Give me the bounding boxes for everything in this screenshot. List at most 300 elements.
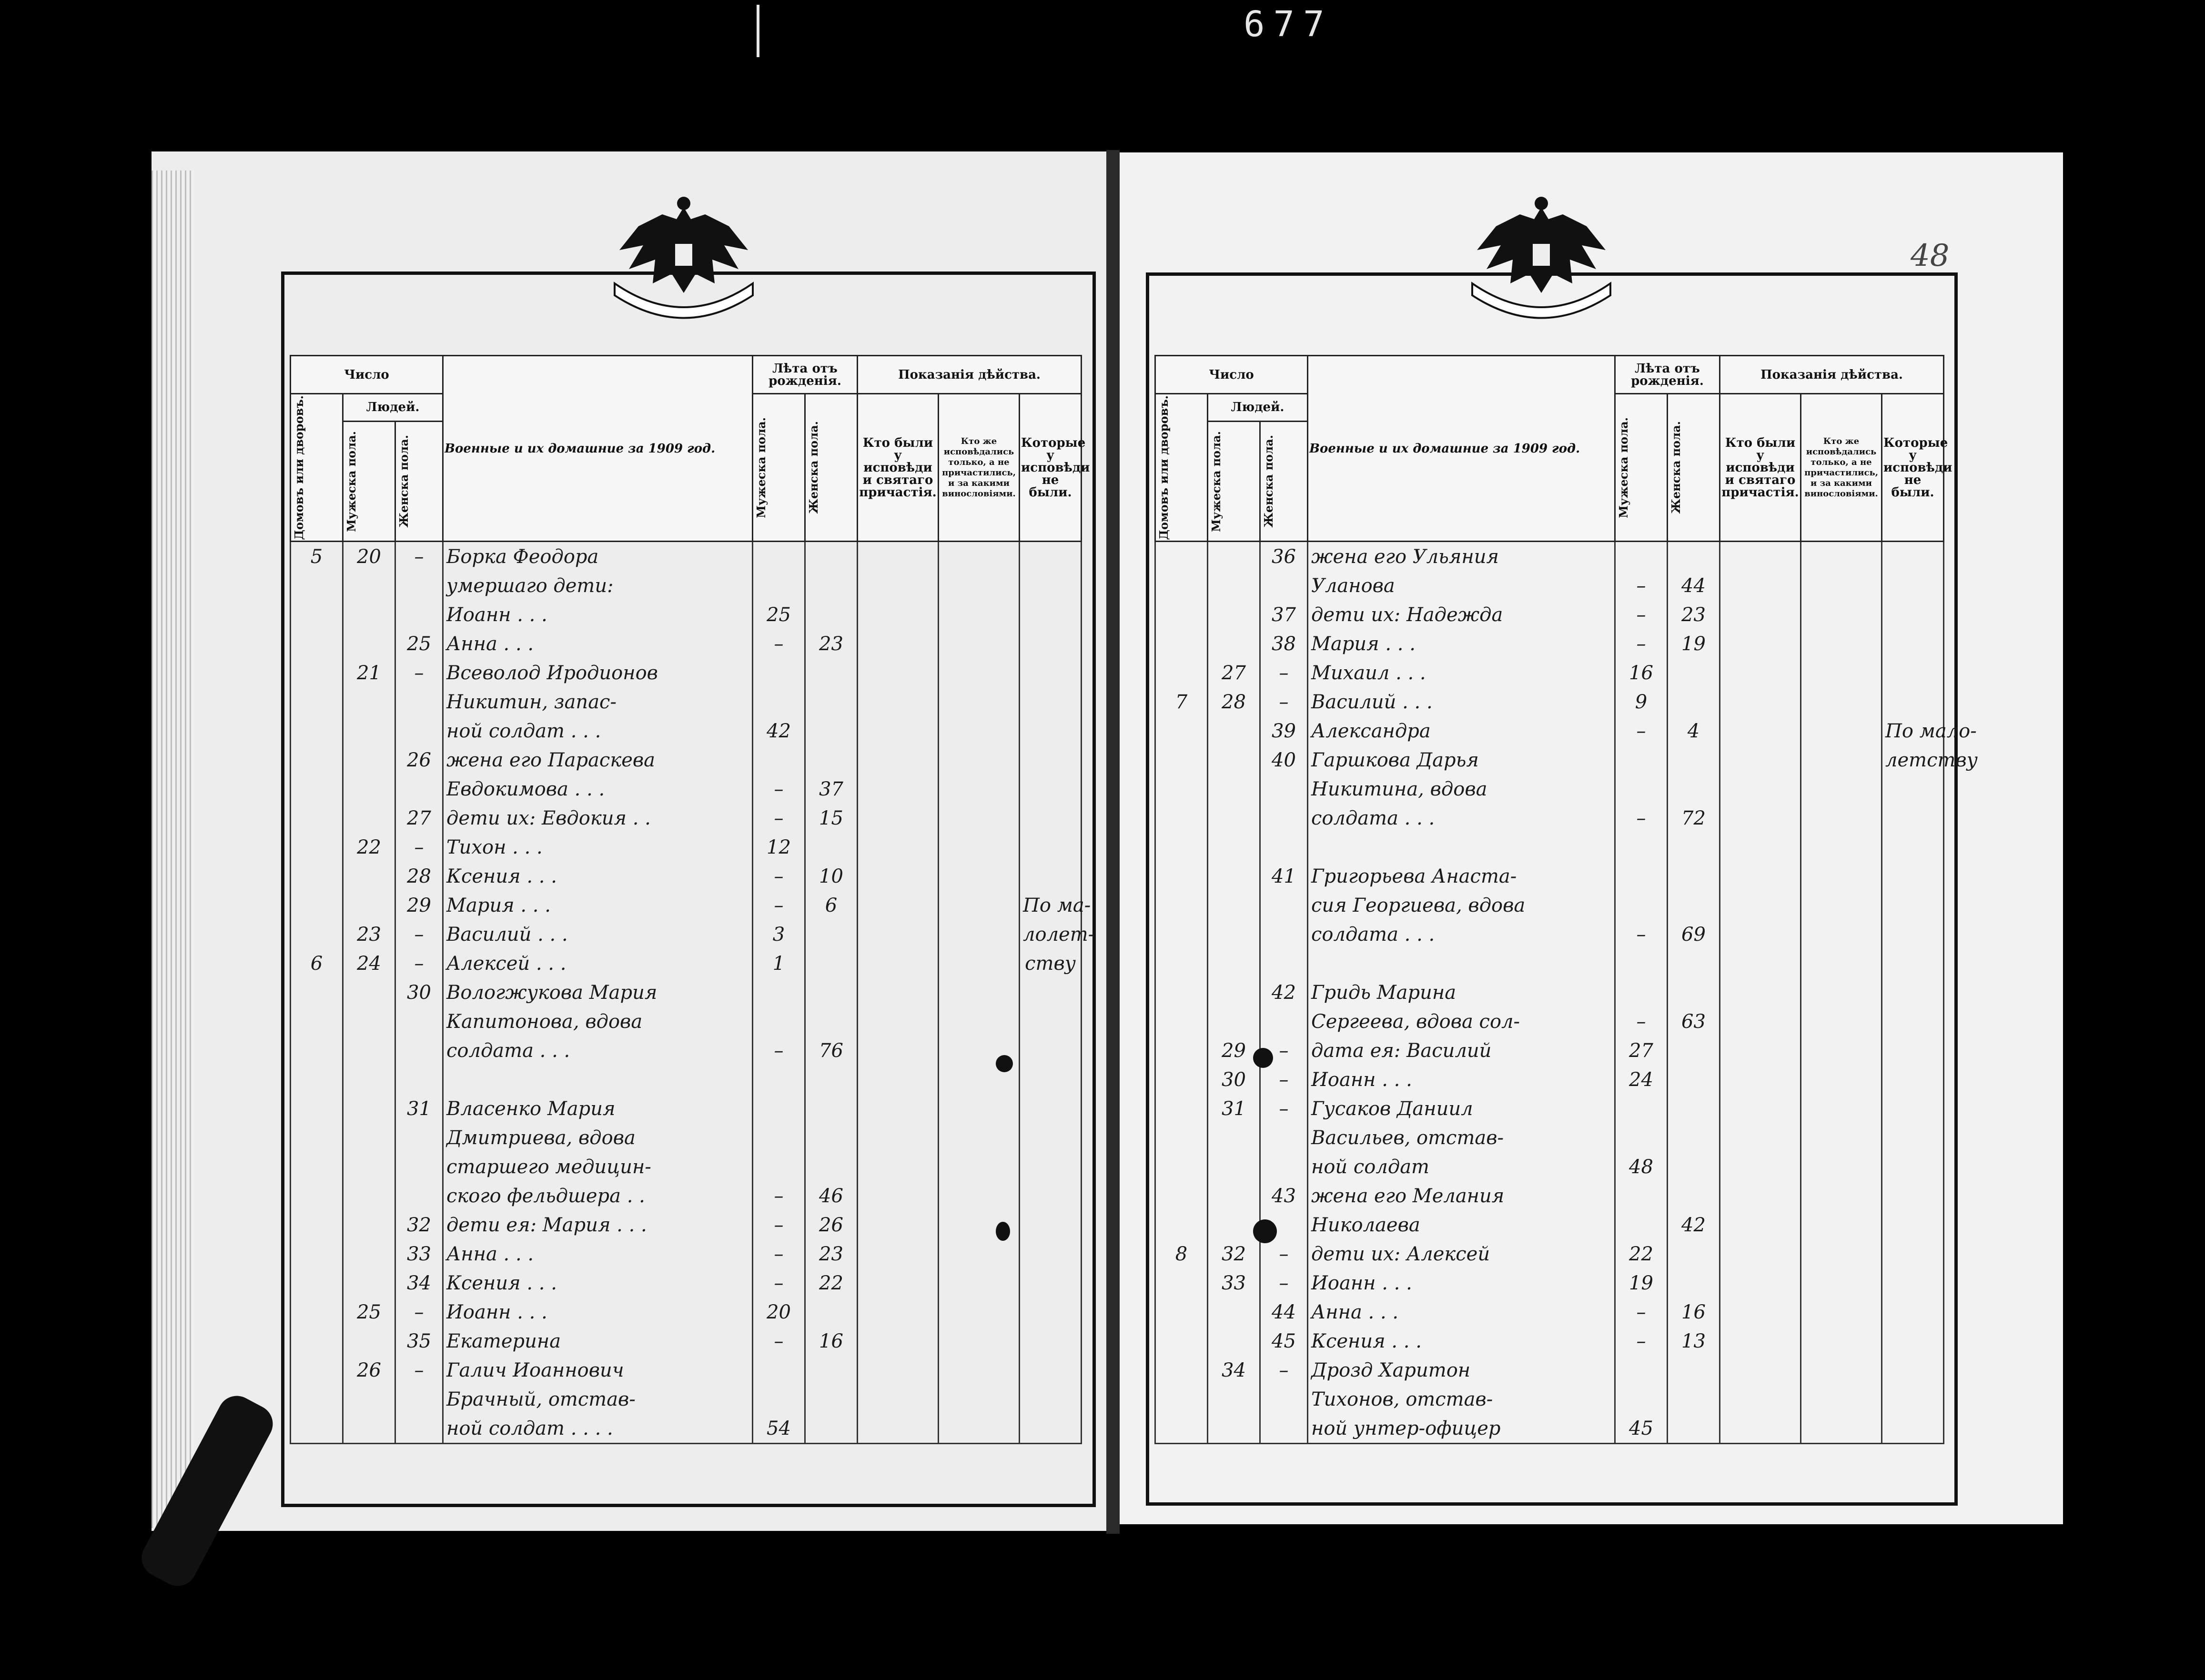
cell-dvor xyxy=(291,658,343,687)
person-entry: Тихонов, отстав- xyxy=(1308,1385,1615,1414)
cell-byli xyxy=(858,600,939,629)
cell-f xyxy=(395,716,443,745)
cell-byli xyxy=(858,949,939,978)
header-ne-byli: Которые у исповѣди не были. xyxy=(1882,394,1944,542)
cell-fa xyxy=(1668,1152,1720,1181)
cell-otl xyxy=(939,862,1020,891)
cell-m: 24 xyxy=(343,949,395,978)
cell-m xyxy=(1208,775,1260,804)
cell-ma xyxy=(753,1152,805,1181)
cell-byli xyxy=(1720,687,1801,716)
cell-m xyxy=(1208,1385,1260,1414)
cell-ma: – xyxy=(1615,920,1668,949)
cell-otl xyxy=(939,1152,1020,1181)
cell-dvor xyxy=(1155,1094,1208,1123)
cell-fa xyxy=(1668,862,1720,891)
register-row xyxy=(1155,1268,1944,1298)
cell-note xyxy=(1882,687,1944,716)
cell-ma: – xyxy=(1615,1298,1668,1327)
register-row xyxy=(291,1181,1082,1210)
cell-m xyxy=(1208,833,1260,862)
register-row xyxy=(1155,920,1944,949)
register-row xyxy=(1155,658,1944,687)
cell-byli xyxy=(858,687,939,716)
cell-dvor xyxy=(1155,949,1208,978)
cell-f xyxy=(1260,920,1308,949)
register-row xyxy=(291,1123,1082,1152)
register-row xyxy=(291,1210,1082,1239)
person-entry: Борка Феодора xyxy=(443,542,753,572)
person-entry: Николаева xyxy=(1308,1210,1615,1239)
cell-note xyxy=(1882,1414,1944,1444)
cell-ma: 16 xyxy=(1615,658,1668,687)
header-female: Женска пола. xyxy=(397,435,411,528)
cell-fa: 44 xyxy=(1668,571,1720,600)
cell-note xyxy=(1020,1152,1082,1181)
cell-f xyxy=(1260,833,1308,862)
cell-otl xyxy=(939,949,1020,978)
cell-ma xyxy=(1615,1210,1668,1239)
cell-m xyxy=(1208,891,1260,920)
cell-fa xyxy=(1668,775,1720,804)
person-entry: Власенко Мария xyxy=(443,1094,753,1123)
cell-m xyxy=(343,775,395,804)
cell-m xyxy=(1208,1007,1260,1036)
cell-dvor xyxy=(1155,716,1208,745)
cell-m xyxy=(343,1036,395,1065)
cell-m: 31 xyxy=(1208,1094,1260,1123)
cell-dvor xyxy=(1155,1327,1208,1356)
register-row xyxy=(1155,1414,1944,1444)
cell-dvor xyxy=(1155,804,1208,833)
cell-byli xyxy=(1720,1356,1801,1385)
cell-otl xyxy=(939,1385,1020,1414)
cell-note xyxy=(1020,1298,1082,1327)
cell-note xyxy=(1020,1327,1082,1356)
cell-note: ству xyxy=(1020,949,1082,978)
cell-ma: 48 xyxy=(1615,1152,1668,1181)
cell-ma: – xyxy=(753,862,805,891)
cell-fa: 23 xyxy=(805,629,858,658)
cell-otl xyxy=(1801,658,1882,687)
cell-dvor xyxy=(1155,571,1208,600)
cell-byli xyxy=(858,1298,939,1327)
cell-otl xyxy=(939,629,1020,658)
cell-byli xyxy=(1720,804,1801,833)
cell-m: 28 xyxy=(1208,687,1260,716)
person-entry: Ксения . . . xyxy=(443,862,753,891)
cell-m xyxy=(343,1007,395,1036)
cell-fa: 15 xyxy=(805,804,858,833)
cell-byli xyxy=(1720,571,1801,600)
cell-otl xyxy=(1801,862,1882,891)
cell-ma xyxy=(1615,949,1668,978)
cell-note xyxy=(1020,1036,1082,1065)
cell-dvor xyxy=(291,629,343,658)
register-row xyxy=(291,1239,1082,1268)
cell-otl xyxy=(939,1123,1020,1152)
cell-otl xyxy=(1801,745,1882,775)
cell-otl xyxy=(939,891,1020,920)
cell-otl xyxy=(939,1327,1020,1356)
register-row xyxy=(1155,891,1944,920)
cell-dvor xyxy=(291,600,343,629)
cell-dvor xyxy=(291,1268,343,1298)
cell-note xyxy=(1020,571,1082,600)
cell-f: 44 xyxy=(1260,1298,1308,1327)
cell-otl xyxy=(939,1094,1020,1123)
cell-f: 32 xyxy=(395,1210,443,1239)
cell-fa: 46 xyxy=(805,1181,858,1210)
cell-dvor xyxy=(291,978,343,1007)
register-row xyxy=(291,949,1082,978)
cell-m xyxy=(343,978,395,1007)
cell-note xyxy=(1020,629,1082,658)
cell-dvor xyxy=(1155,862,1208,891)
cell-byli xyxy=(858,1181,939,1210)
cell-otl xyxy=(1801,949,1882,978)
cell-dvor xyxy=(1155,658,1208,687)
cell-dvor: 5 xyxy=(291,542,343,572)
cell-note xyxy=(1882,1385,1944,1414)
cell-byli xyxy=(1720,1268,1801,1298)
cell-fa xyxy=(805,978,858,1007)
header-male: Мужеска пола. xyxy=(344,431,358,532)
cell-note xyxy=(1020,658,1082,687)
register-row xyxy=(1155,775,1944,804)
cell-note xyxy=(1882,1298,1944,1327)
cell-m xyxy=(343,1239,395,1268)
cell-byli xyxy=(1720,833,1801,862)
cell-fa xyxy=(1668,1385,1720,1414)
cell-otl xyxy=(1801,1210,1882,1239)
cell-dvor xyxy=(291,920,343,949)
person-entry: Анна . . . xyxy=(443,1239,753,1268)
person-entry: Иоанн . . . xyxy=(443,600,753,629)
cell-m: 29 xyxy=(1208,1036,1260,1065)
cell-ma: – xyxy=(753,775,805,804)
cell-dvor xyxy=(1155,775,1208,804)
cell-note xyxy=(1882,862,1944,891)
cell-byli xyxy=(858,1414,939,1444)
cell-byli xyxy=(1720,1210,1801,1239)
cell-dvor xyxy=(1155,1152,1208,1181)
cell-ma: 20 xyxy=(753,1298,805,1327)
cell-f xyxy=(395,1181,443,1210)
cell-fa xyxy=(1668,1123,1720,1152)
cell-dvor xyxy=(1155,1007,1208,1036)
film-frame-number: 677 xyxy=(1244,4,1333,45)
cell-note xyxy=(1020,542,1082,572)
person-entry: Галич Иоаннович xyxy=(443,1356,753,1385)
header-byli: Кто были у исповѣди и святаго причастія. xyxy=(1720,394,1801,542)
person-entry: солдата . . . xyxy=(443,1036,753,1065)
person-entry: старшего медицин- xyxy=(443,1152,753,1181)
cell-byli xyxy=(858,1356,939,1385)
cell-byli xyxy=(1720,745,1801,775)
cell-ma: – xyxy=(1615,716,1668,745)
cell-otl xyxy=(939,1239,1020,1268)
cell-f: 29 xyxy=(395,891,443,920)
cell-otl xyxy=(1801,1239,1882,1268)
cell-fa: 4 xyxy=(1668,716,1720,745)
cell-otl xyxy=(1801,1123,1882,1152)
cell-f: 36 xyxy=(1260,542,1308,572)
cell-fa xyxy=(805,1065,858,1094)
cell-note xyxy=(1020,775,1082,804)
header-pokazania: Показанія дѣйства. xyxy=(1720,356,1944,394)
cell-dvor: 7 xyxy=(1155,687,1208,716)
register-row xyxy=(1155,1356,1944,1385)
cell-note xyxy=(1882,775,1944,804)
cell-ma xyxy=(1615,1094,1668,1123)
cell-m: 34 xyxy=(1208,1356,1260,1385)
person-entry xyxy=(443,1065,753,1094)
register-row xyxy=(1155,1007,1944,1036)
person-entry: ной солдат xyxy=(1308,1152,1615,1181)
cell-dvor xyxy=(291,1298,343,1327)
person-entry: Василий . . . xyxy=(1308,687,1615,716)
register-row xyxy=(291,920,1082,949)
cell-f: – xyxy=(1260,1268,1308,1298)
cell-fa xyxy=(805,1123,858,1152)
cell-m xyxy=(1208,542,1260,572)
register-row xyxy=(291,571,1082,600)
cell-otl xyxy=(1801,1036,1882,1065)
cell-note: лолет- xyxy=(1020,920,1082,949)
cell-m: 21 xyxy=(343,658,395,687)
cell-otl xyxy=(1801,1152,1882,1181)
cell-fa: 37 xyxy=(805,775,858,804)
register-row xyxy=(291,745,1082,775)
cell-note xyxy=(1020,1181,1082,1210)
cell-fa xyxy=(805,1298,858,1327)
cell-fa xyxy=(805,833,858,862)
cell-note xyxy=(1020,862,1082,891)
cell-m xyxy=(343,1181,395,1210)
cell-ma: – xyxy=(753,1327,805,1356)
cell-dvor xyxy=(1155,978,1208,1007)
cell-f: 35 xyxy=(395,1327,443,1356)
header-leta-female: Женска пола. xyxy=(1669,421,1683,514)
cell-fa: 22 xyxy=(805,1268,858,1298)
cell-dvor xyxy=(1155,542,1208,572)
cell-note xyxy=(1882,571,1944,600)
cell-m xyxy=(343,1065,395,1094)
cell-m xyxy=(343,600,395,629)
person-entry: Никитин, запас- xyxy=(443,687,753,716)
cell-dvor xyxy=(291,1181,343,1210)
cell-fa xyxy=(805,1385,858,1414)
cell-byli xyxy=(1720,1239,1801,1268)
cell-dvor xyxy=(291,745,343,775)
cell-fa xyxy=(805,1356,858,1385)
cell-note xyxy=(1020,1356,1082,1385)
cell-fa xyxy=(805,949,858,978)
cell-ma: 19 xyxy=(1615,1268,1668,1298)
cell-note xyxy=(1020,1094,1082,1123)
person-entry xyxy=(1308,949,1615,978)
cell-fa xyxy=(805,745,858,775)
cell-fa: 23 xyxy=(1668,600,1720,629)
cell-ma xyxy=(753,1065,805,1094)
cell-m: 26 xyxy=(343,1356,395,1385)
cell-f xyxy=(395,600,443,629)
cell-fa: 16 xyxy=(1668,1298,1720,1327)
cell-byli xyxy=(1720,1152,1801,1181)
cell-fa xyxy=(805,1094,858,1123)
cell-dvor xyxy=(291,862,343,891)
cell-note xyxy=(1020,804,1082,833)
cell-note xyxy=(1882,1356,1944,1385)
header-pokazania: Показанія дѣйства. xyxy=(858,356,1082,394)
cell-ma xyxy=(753,1356,805,1385)
person-entry: сия Георгиева, вдова xyxy=(1308,891,1615,920)
cell-m xyxy=(343,1268,395,1298)
person-entry: ского фельдшера . . xyxy=(443,1181,753,1210)
cell-m xyxy=(1208,1152,1260,1181)
cell-note xyxy=(1020,1007,1082,1036)
register-row xyxy=(1155,949,1944,978)
register-row xyxy=(291,1065,1082,1094)
cell-dvor xyxy=(291,1356,343,1385)
cell-byli xyxy=(858,891,939,920)
cell-f: 27 xyxy=(395,804,443,833)
cell-ma xyxy=(753,1385,805,1414)
cell-ma: 3 xyxy=(753,920,805,949)
register-row xyxy=(1155,862,1944,891)
cell-m xyxy=(343,629,395,658)
cell-otl xyxy=(939,978,1020,1007)
register-row xyxy=(1155,1181,1944,1210)
person-entry: умершаго дети: xyxy=(443,571,753,600)
cell-dvor xyxy=(291,1065,343,1094)
person-entry: Уланова xyxy=(1308,571,1615,600)
cell-ma xyxy=(1615,1385,1668,1414)
cell-otl xyxy=(1801,600,1882,629)
cell-byli xyxy=(858,1007,939,1036)
cell-m xyxy=(1208,862,1260,891)
cell-otl xyxy=(939,1298,1020,1327)
cell-ma xyxy=(1615,1123,1668,1152)
cell-byli xyxy=(858,658,939,687)
cell-ma xyxy=(1615,833,1668,862)
register-row xyxy=(291,1152,1082,1181)
person-entry: Иоанн . . . xyxy=(1308,1268,1615,1298)
cell-dvor xyxy=(291,833,343,862)
header-dvorov: Домовъ или дворовъ. xyxy=(1157,395,1171,540)
cell-fa xyxy=(1668,891,1720,920)
cell-dvor xyxy=(291,1007,343,1036)
cell-f: 45 xyxy=(1260,1327,1308,1356)
cell-m xyxy=(343,1123,395,1152)
person-entry: Дрозд Харитон xyxy=(1308,1356,1615,1385)
cell-fa xyxy=(1668,1414,1720,1444)
ink-blot xyxy=(1253,1048,1273,1068)
cell-note xyxy=(1020,1123,1082,1152)
cell-byli xyxy=(858,1123,939,1152)
cell-note xyxy=(1020,745,1082,775)
cell-dvor xyxy=(1155,891,1208,920)
cell-byli xyxy=(1720,978,1801,1007)
cell-m: 30 xyxy=(1208,1065,1260,1094)
register-row xyxy=(1155,745,1944,775)
cell-dvor xyxy=(1155,1065,1208,1094)
cell-otl xyxy=(939,1181,1020,1210)
cell-f xyxy=(395,1152,443,1181)
cell-dvor xyxy=(291,1385,343,1414)
cell-ma: – xyxy=(1615,629,1668,658)
header-lyudey: Людей. xyxy=(343,394,443,422)
cell-byli xyxy=(858,1268,939,1298)
cell-dvor xyxy=(291,687,343,716)
cell-m xyxy=(343,891,395,920)
cell-note xyxy=(1020,716,1082,745)
cell-f: 26 xyxy=(395,745,443,775)
cell-note: По ма- xyxy=(1020,891,1082,920)
cell-fa xyxy=(1668,949,1720,978)
person-entry: дети их: Алексей xyxy=(1308,1239,1615,1268)
cell-otl xyxy=(1801,629,1882,658)
cell-dvor xyxy=(1155,1181,1208,1210)
page-number: 48 xyxy=(1911,238,1950,273)
cell-dvor xyxy=(1155,833,1208,862)
cell-otl xyxy=(1801,978,1882,1007)
cell-note xyxy=(1882,891,1944,920)
cell-byli xyxy=(1720,949,1801,978)
header-chislo: Число xyxy=(1155,356,1308,394)
cell-m xyxy=(1208,920,1260,949)
cell-dvor xyxy=(1155,1268,1208,1298)
register-row xyxy=(291,804,1082,833)
header-otlucheny: Кто же исповѣдались только, а не причастились, и за какими винословіями. xyxy=(939,394,1020,542)
cell-byli xyxy=(858,1210,939,1239)
cell-m xyxy=(1208,1123,1260,1152)
cell-ma: – xyxy=(753,629,805,658)
person-entry: Дмитриева, вдова xyxy=(443,1123,753,1152)
register-row xyxy=(291,1414,1082,1444)
cell-ma: 22 xyxy=(1615,1239,1668,1268)
cell-m: 23 xyxy=(343,920,395,949)
cell-byli xyxy=(858,1094,939,1123)
cell-f xyxy=(395,775,443,804)
cell-f xyxy=(1260,949,1308,978)
person-entry: Гусаков Даниил xyxy=(1308,1094,1615,1123)
cell-ma: 1 xyxy=(753,949,805,978)
cell-f xyxy=(395,1414,443,1444)
person-entry: солдата . . . xyxy=(1308,804,1615,833)
header-otlucheny: Кто же исповѣдались только, а не причастились, и за какими винословіями. xyxy=(1801,394,1882,542)
register-row xyxy=(291,1385,1082,1414)
cell-f: 39 xyxy=(1260,716,1308,745)
register-row xyxy=(1155,1065,1944,1094)
cell-f xyxy=(1260,1123,1308,1152)
cell-ma xyxy=(1615,891,1668,920)
cell-byli xyxy=(1720,1181,1801,1210)
cell-dvor xyxy=(1155,1414,1208,1444)
cell-f: 33 xyxy=(395,1239,443,1268)
person-entry: Василий . . . xyxy=(443,920,753,949)
ink-blot xyxy=(996,1222,1010,1241)
cell-m xyxy=(343,687,395,716)
person-entry: Анна . . . xyxy=(443,629,753,658)
cell-otl xyxy=(1801,1065,1882,1094)
cell-otl xyxy=(939,775,1020,804)
person-entry xyxy=(1308,833,1615,862)
cell-f xyxy=(1260,571,1308,600)
cell-f: – xyxy=(1260,658,1308,687)
cell-ma xyxy=(753,1094,805,1123)
